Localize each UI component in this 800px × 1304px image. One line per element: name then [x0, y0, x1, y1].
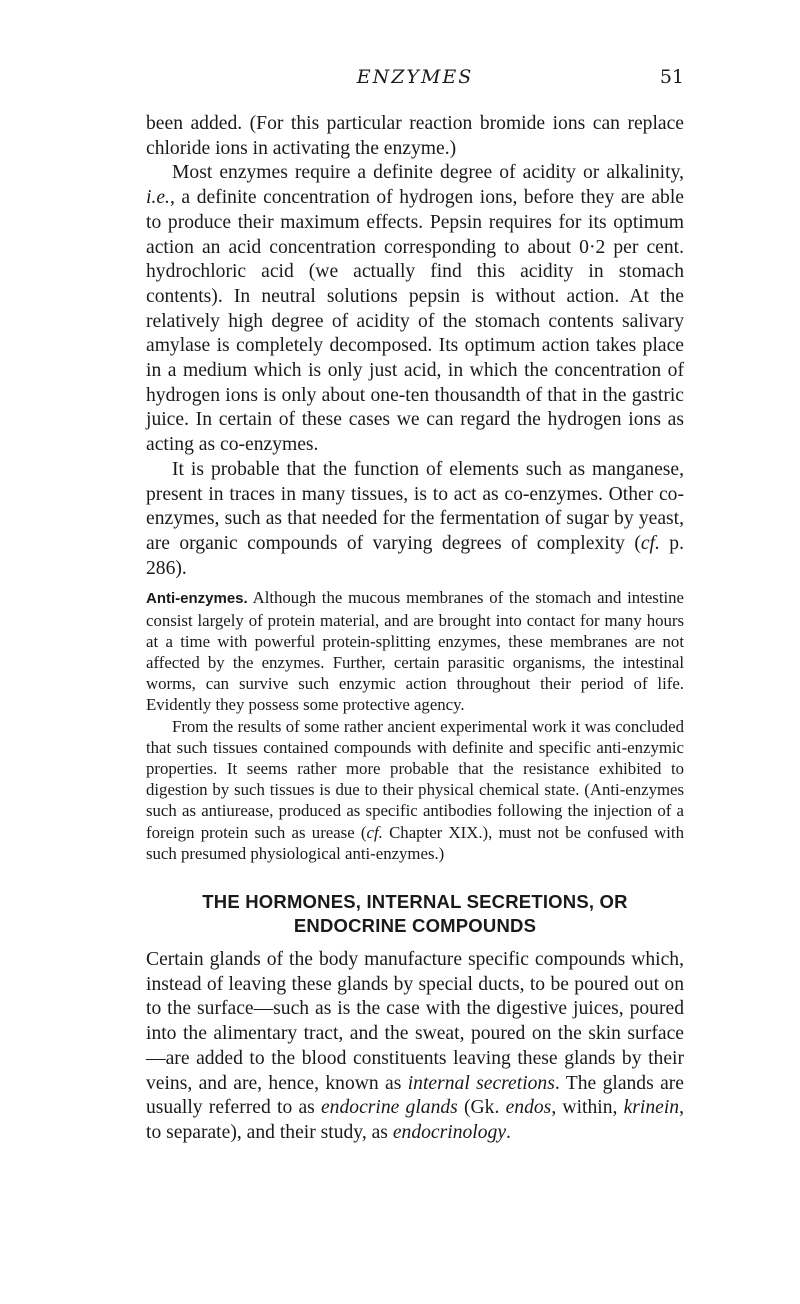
page-number: 51 [659, 66, 684, 88]
body-text [146, 112, 684, 1146]
paragraph-anti-enzymes-results [146, 716, 684, 864]
paragraph-text: . The glands are usually referred to as [146, 1072, 684, 1119]
italic-term: cf. [640, 532, 660, 554]
italic-term: i.e. [146, 187, 170, 209]
run-in-heading: Anti-enzymes. [146, 590, 248, 608]
section-heading [146, 890, 684, 938]
italic-term: endocrine glands [320, 1097, 458, 1119]
running-head [146, 66, 684, 96]
paragraph-continuation [146, 112, 684, 161]
paragraph-text: (Gk. [457, 1097, 506, 1119]
paragraph-text: It is probable that the function of elements such as manganese, present in traces in many tissues, is to act as co-enzymes. Other co-enzymes, such as that needed for the fermentation of sugar by yeast, are organic compounds of varying degrees of complexity ( [146, 458, 684, 554]
running-title: ENZYMES [356, 66, 474, 88]
paragraph-text: . [506, 1121, 511, 1143]
paragraph-hormones [146, 948, 684, 1146]
italic-term: endocrinology [392, 1121, 507, 1143]
paragraph-text: From the results of some rather ancient experimental work it was concluded that such tissues contained compounds with definite and specific anti-enzymic properties. It seems rather more probable that the resistance exhibited to digestion by such tissues is due to their physical chemical state. (Anti-enzymes such as antiurease, produced as specific antibodies following the injection of a foreign protein such as urease ( [146, 716, 684, 842]
paragraph-text: Chapter XIX.), must not be confused with such presumed physiological anti-enzymes.) [146, 822, 684, 863]
paragraph-text: , a definite concentration of hydrogen ions, before they are able to produce their maximum effects. Pepsin requires for its optimum action an acid concentration corresponding to about 0·2 per cent. hydrochloric acid (we actually find this acidity in stomach contents). In neutral solutions pepsin is without action. At the relatively high degree of acidity of the stomach contents salivary amylase is completely decomposed. Its optimum action takes place in a medium which is only just acid, in which the concentration of hydrogen ions is only about one-ten thousandth of that in the gastric juice. In certain of these cases we can regard the hydrogen ions as acting as co-enzymes. [146, 187, 684, 456]
italic-term: cf. [366, 822, 383, 842]
paragraph-coenzymes [146, 458, 684, 582]
italic-term: internal secretions [407, 1072, 555, 1094]
paragraph-text: been added. (For this particular reaction bromide ions can replace chloride ions in activating the enzyme.) [146, 113, 684, 159]
paragraph-acidity [146, 161, 684, 457]
paragraph-text: , to separate), and their study, as [146, 1097, 685, 1143]
paragraph-text: Most enzymes require a definite degree of acidity or alkalinity, [172, 162, 684, 184]
italic-term: endos [505, 1097, 552, 1119]
paragraph-anti-enzymes [146, 587, 684, 715]
paragraph-text: , within, [551, 1097, 624, 1119]
paragraph-text: Although the mucous membranes of the stomach and intestine consist largely of protein material, and are brought into contact for many hours at a time with powerful protein-splitting enzymes, these membranes are not affected by the enzymes. Further, certain parasitic organisms, the intestinal worms, can survive such enzymic action throughout their period of life. Evidently they possess some protective agency. [146, 588, 684, 715]
section-heading-line: THE HORMONES, INTERNAL SECRETIONS, OR [202, 891, 628, 912]
paragraph-text: p. 286). [146, 532, 684, 579]
paragraph-text: Certain glands of the body manufacture specific compounds which, instead of leaving these glands by special ducts, to be poured out on to the surface—such as is the case with the digestive juices, poured into the alimentary tract, and the sweat, poured on the skin surface—are added to the blood constituents leaving these glands by their veins, and are, hence, known as [146, 949, 684, 1094]
section-heading-line: ENDOCRINE COMPOUNDS [293, 915, 537, 936]
italic-term: krinein [623, 1097, 680, 1119]
